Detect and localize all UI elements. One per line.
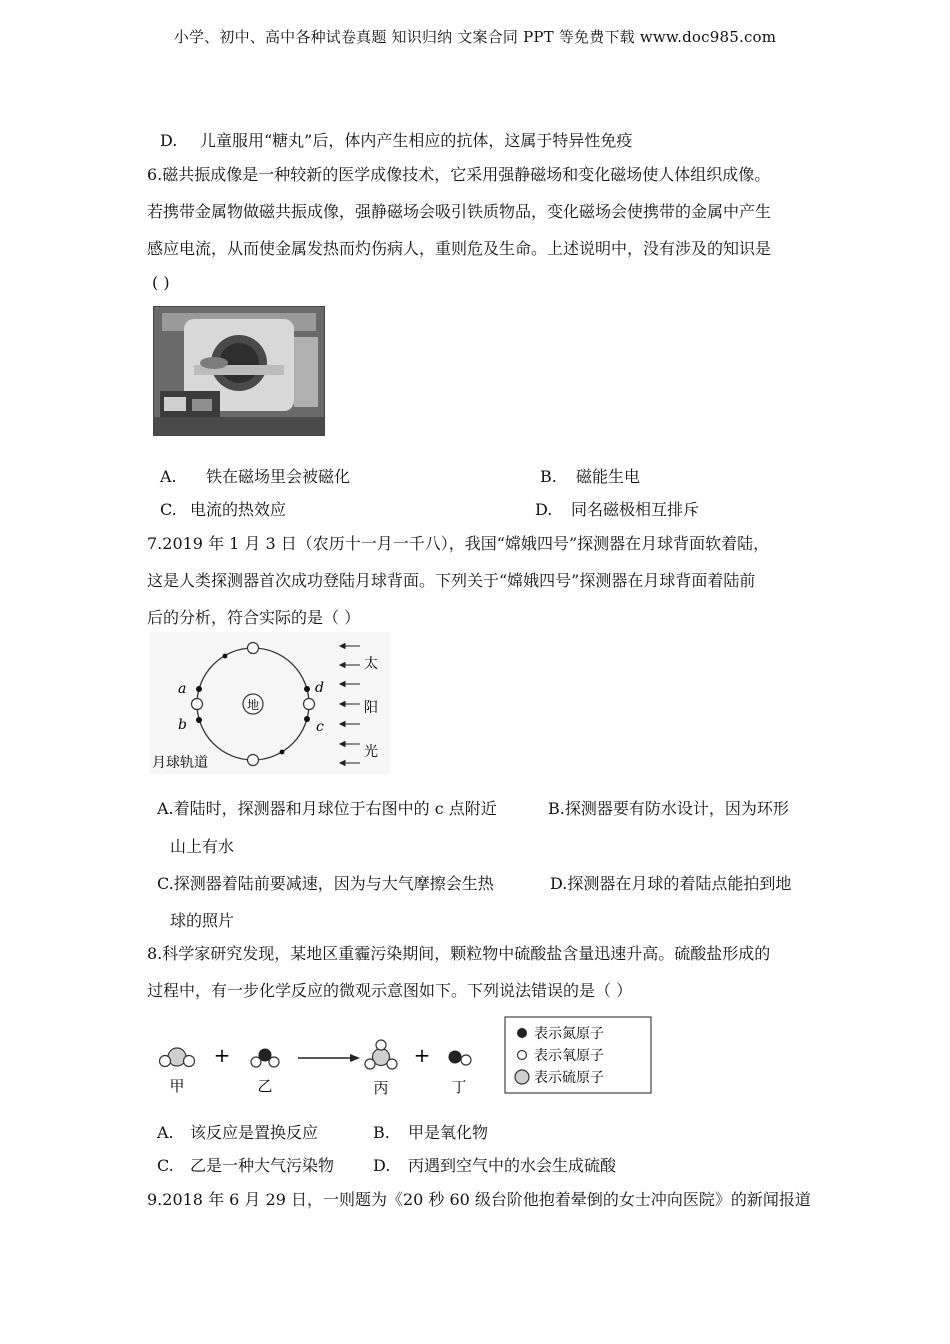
point-a-dot bbox=[196, 686, 202, 692]
point-c-label: c bbox=[316, 719, 324, 735]
q6-option-d bbox=[535, 497, 699, 520]
q7-option-d-cont: 球的照片 bbox=[170, 911, 235, 930]
q7-line-1: 7.2019 年 1 月 3 日（农历十一月一千八），我国“嫦娥四号”探测器在月球背面软着陆， bbox=[147, 534, 770, 553]
option-key: A. bbox=[160, 467, 177, 486]
point-c-dot bbox=[304, 716, 310, 722]
q7-option-b-cont: 山上有水 bbox=[170, 837, 235, 856]
molecule-ding bbox=[449, 1051, 472, 1066]
q8-option-c bbox=[157, 1153, 334, 1176]
molecule-bing bbox=[365, 1040, 397, 1069]
q8-line-2: 过程中，有一步化学反应的微观示意图如下。下列说法错误的是（ ） bbox=[147, 981, 633, 1000]
q7-option-a: A.着陆时，探测器和月球位于右图中的 c 点附近 bbox=[157, 799, 497, 818]
orbit-label: 月球轨道 bbox=[152, 755, 208, 771]
point-b-dot bbox=[196, 717, 202, 723]
option-key: B. bbox=[540, 467, 557, 486]
plus-sign: + bbox=[213, 1043, 231, 1067]
earth-label: 地 bbox=[246, 698, 260, 712]
reaction-diagram bbox=[150, 1014, 655, 1098]
q7-line-3: 后的分析，符合实际的是（ ） bbox=[147, 608, 361, 627]
molecule-yi bbox=[251, 1049, 279, 1068]
option-key: B. bbox=[373, 1123, 390, 1142]
option-key: A. bbox=[157, 1123, 174, 1142]
mri-machine-photo bbox=[153, 306, 325, 436]
label-yi: 乙 bbox=[257, 1077, 273, 1095]
q7-line-2: 这是人类探测器首次成功登陆月球背面。下列关于“嫦娥四号”探测器在月球背面着陆前 bbox=[147, 571, 756, 590]
option-text: 铁在磁场里会被磁化 bbox=[206, 467, 351, 486]
point-d-dot bbox=[304, 686, 310, 692]
label-ding: 丁 bbox=[451, 1078, 467, 1096]
option-text: 磁能生电 bbox=[576, 467, 641, 486]
q6-line-3: 感应电流，从而使金属发热而灼伤病人，重则危及生命。上述说明中，没有涉及的知识是 bbox=[147, 239, 772, 258]
q6-option-c bbox=[160, 497, 286, 520]
q8-option-d bbox=[373, 1153, 616, 1176]
q6-line-2: 若携带金属物做磁共振成像，强静磁场会吸引铁质物品，变化磁场会使携带的金属中产生 bbox=[147, 202, 772, 221]
sun-label-1: 太 bbox=[364, 656, 378, 672]
point-d-label: d bbox=[315, 680, 324, 696]
option-key: D. bbox=[160, 131, 178, 150]
option-text: 同名磁极相互排斥 bbox=[571, 500, 700, 519]
q5-option-d bbox=[160, 128, 632, 151]
q8-option-a bbox=[157, 1120, 318, 1143]
option-key: D. bbox=[535, 500, 553, 519]
option-text: 儿童服用“糖丸”后，体内产生相应的抗体，这属于特异性免疫 bbox=[200, 131, 633, 150]
point-a-label: a bbox=[178, 681, 187, 697]
q6-line-1: 6.磁共振成像是一种较新的医学成像技术，它采用强静磁场和变化磁场使人体组织成像。 bbox=[147, 165, 771, 184]
option-text: 乙是一种大气污染物 bbox=[190, 1156, 335, 1175]
molecule-jia bbox=[160, 1048, 195, 1067]
point-b-label: b bbox=[178, 717, 187, 733]
reaction-arrow bbox=[298, 1054, 360, 1062]
page-header: 小学、初中、高中各种试卷真题 知识归纳 文案合同 PPT 等免费下载 www.doc985.com bbox=[173, 28, 777, 46]
q6-option-a bbox=[160, 464, 350, 487]
sulfur-atom-icon bbox=[515, 1070, 529, 1084]
option-key: D. bbox=[373, 1156, 391, 1175]
label-bing: 丙 bbox=[373, 1079, 389, 1097]
option-text: 甲是氧化物 bbox=[408, 1123, 489, 1142]
label-jia: 甲 bbox=[169, 1077, 185, 1095]
q8-line-1: 8.科学家研究发现，某地区重霾污染期间，颗粒物中硫酸盐含量迅速升高。硫酸盐形成的 bbox=[147, 944, 771, 963]
option-key: C. bbox=[160, 500, 177, 519]
oxygen-atom-icon bbox=[518, 1051, 527, 1060]
sun-label-3: 光 bbox=[364, 744, 378, 760]
sun-label-2: 阳 bbox=[364, 700, 378, 716]
q7-option-c: C.探测器着陆前要减速，因为与大气摩擦会生热 bbox=[157, 874, 494, 893]
option-text: 该反应是置换反应 bbox=[190, 1123, 319, 1142]
plus-sign: + bbox=[413, 1043, 431, 1067]
legend-oxygen: 表示氧原子 bbox=[534, 1048, 604, 1064]
legend-sulfur: 表示硫原子 bbox=[534, 1070, 604, 1086]
q6-line-4: ( ) bbox=[152, 273, 170, 292]
q9-line-1: 9.2018 年 6 月 29 日，一则题为《20 秒 60 级台阶他抱着晕倒的女士冲向医院》的新闻报道 bbox=[147, 1190, 811, 1209]
q7-option-d: D.探测器在月球的着陆点能拍到地 bbox=[550, 874, 792, 893]
option-text: 电流的热效应 bbox=[190, 500, 287, 519]
option-key: C. bbox=[157, 1156, 174, 1175]
nitrogen-atom-icon bbox=[517, 1028, 527, 1038]
moon-orbit-diagram bbox=[150, 632, 390, 774]
option-text: 丙遇到空气中的水会生成硫酸 bbox=[408, 1156, 617, 1175]
q7-option-b: B.探测器要有防水设计，因为环形 bbox=[548, 799, 789, 818]
q6-option-b bbox=[540, 464, 640, 487]
legend-nitrogen: 表示氮原子 bbox=[534, 1026, 604, 1042]
q8-option-b bbox=[373, 1120, 488, 1143]
